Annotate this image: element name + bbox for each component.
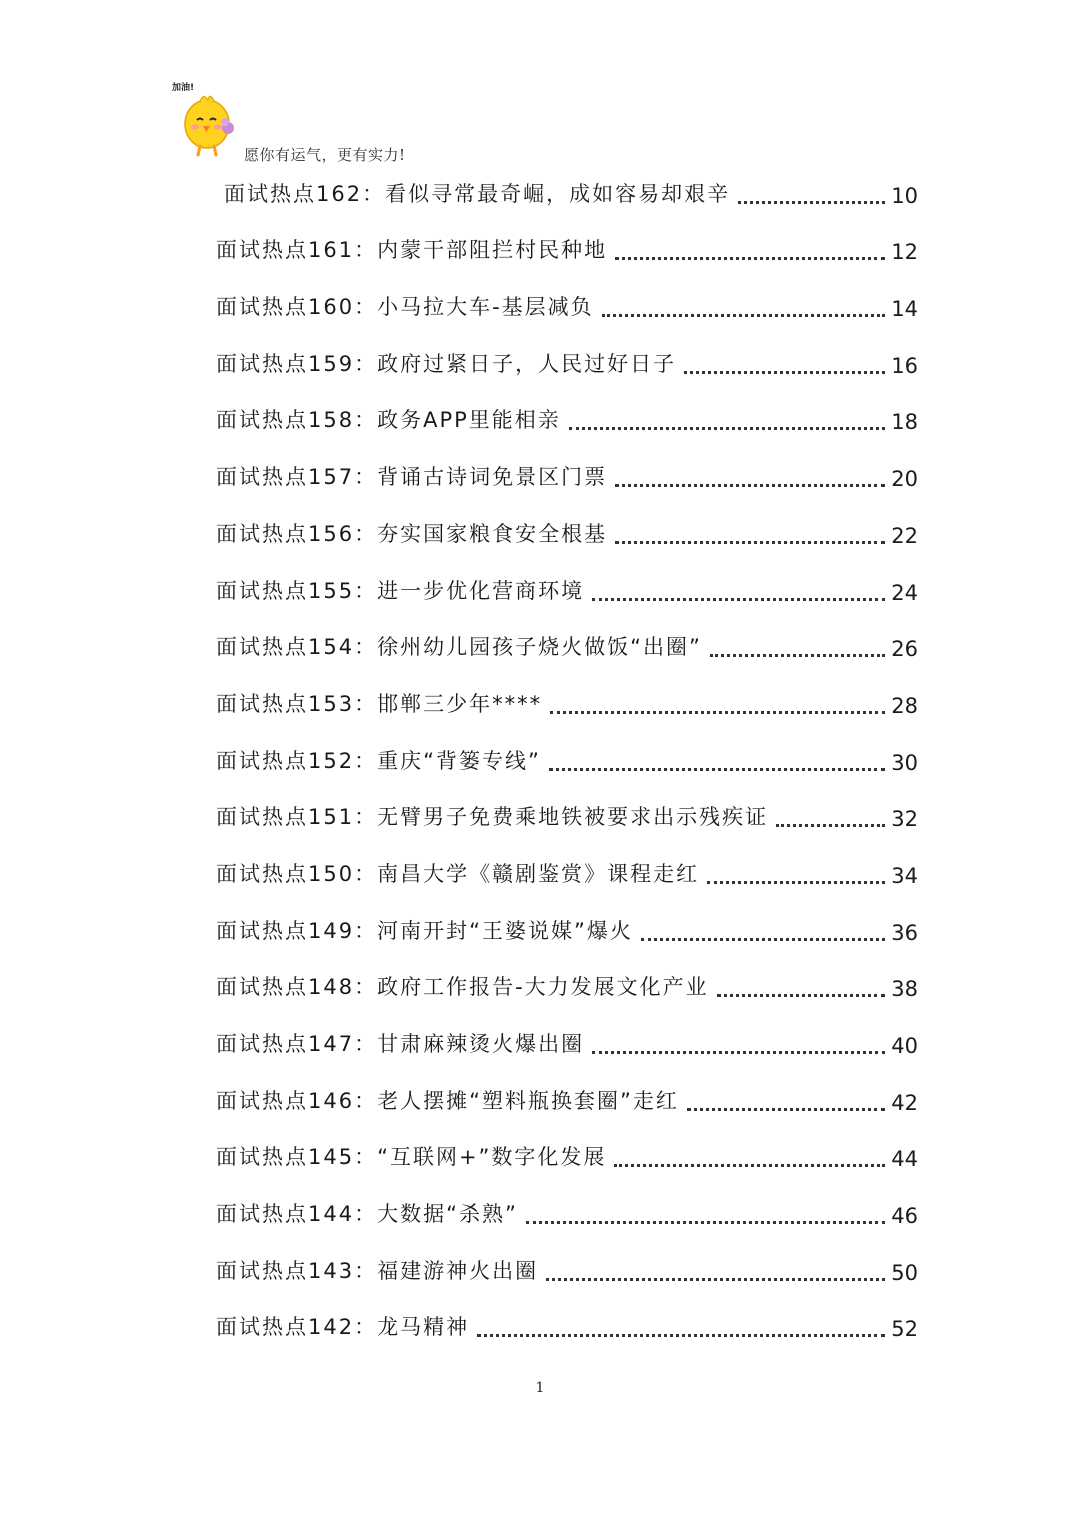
toc-entry[interactable] bbox=[216, 1129, 918, 1186]
toc-leader-dots bbox=[602, 313, 886, 317]
toc-entry[interactable] bbox=[216, 675, 918, 732]
toc-leader-dots bbox=[615, 483, 885, 487]
toc-entry-title: 面试热点148：政府工作报告-大力发展文化产业 bbox=[216, 975, 709, 1000]
toc-entry-title: 面试热点145：“互联网+”数字化发展 bbox=[216, 1145, 607, 1170]
toc-leader-dots bbox=[526, 1220, 885, 1224]
toc-leader-dots bbox=[592, 1050, 885, 1054]
toc-entry[interactable] bbox=[216, 959, 918, 1016]
toc-entry[interactable] bbox=[216, 789, 918, 846]
toc-entry[interactable] bbox=[216, 619, 918, 676]
toc-leader-dots bbox=[614, 1163, 885, 1167]
toc-entry[interactable] bbox=[216, 505, 918, 562]
toc-entry-title: 面试热点146：老人摆摊“塑料瓶换套圈”走红 bbox=[216, 1088, 679, 1113]
toc-entry-page: 10 bbox=[891, 183, 918, 208]
toc-entry[interactable] bbox=[216, 732, 918, 789]
toc-entry[interactable] bbox=[216, 1299, 918, 1356]
toc-entry-page: 30 bbox=[891, 750, 918, 775]
toc-leader-dots bbox=[717, 993, 886, 997]
toc-entry-title: 面试热点155：进一步优化营商环境 bbox=[216, 578, 585, 603]
toc-leader-dots bbox=[684, 370, 885, 374]
toc-leader-dots bbox=[738, 200, 885, 204]
toc-entry-page: 52 bbox=[891, 1317, 918, 1342]
toc-entry-title: 面试热点144：大数据“杀熟” bbox=[216, 1202, 518, 1227]
toc-leader-dots bbox=[546, 1277, 885, 1281]
toc-entry[interactable] bbox=[216, 1242, 918, 1299]
toc-entry-title: 面试热点143：福建游神火出圈 bbox=[216, 1258, 539, 1283]
toc-entry-page: 16 bbox=[891, 353, 918, 378]
toc-entry[interactable] bbox=[216, 845, 918, 902]
toc-leader-dots bbox=[477, 1333, 885, 1337]
toc-entry-page: 46 bbox=[891, 1204, 918, 1229]
toc-entry-title: 面试热点158：政务APP里能相亲 bbox=[216, 408, 561, 433]
toc-entry-title: 面试热点160：小马拉大车-基层减负 bbox=[216, 295, 594, 320]
toc-entry[interactable] bbox=[216, 562, 918, 619]
toc-entry-page: 36 bbox=[891, 920, 918, 945]
toc-entry[interactable] bbox=[216, 1185, 918, 1242]
toc-entry-page: 28 bbox=[891, 693, 918, 718]
toc-entry-title: 面试热点162：看似寻常最奇崛，成如容易却艰辛 bbox=[224, 181, 731, 206]
toc-entry[interactable] bbox=[216, 1072, 918, 1129]
toc-entry-title: 面试热点157：背诵古诗词免景区门票 bbox=[216, 465, 608, 490]
page-header bbox=[170, 80, 470, 170]
toc-leader-dots bbox=[615, 540, 885, 544]
toc-entry[interactable] bbox=[216, 902, 918, 959]
toc-leader-dots bbox=[641, 937, 885, 941]
toc-entry[interactable] bbox=[216, 392, 918, 449]
toc-entry-page: 40 bbox=[891, 1034, 918, 1058]
toc-entry-page: 20 bbox=[891, 467, 918, 492]
header-motto: 愿你有运气，更有实力! bbox=[244, 146, 406, 164]
toc-entry-page: 44 bbox=[891, 1147, 918, 1172]
toc-entry-title: 面试热点149：河南开封“王婆说媒”爆火 bbox=[216, 918, 633, 943]
toc-entry-title: 面试热点159：政府过紧日子，人民过好日子 bbox=[216, 351, 677, 376]
toc-entry-page: 32 bbox=[891, 807, 918, 832]
toc-leader-dots bbox=[549, 767, 885, 771]
toc-entry-page: 18 bbox=[891, 410, 918, 435]
toc-entry[interactable] bbox=[216, 1015, 918, 1072]
toc-entry-page: 34 bbox=[891, 863, 918, 888]
page-number: 1 bbox=[535, 1380, 545, 1396]
toc-entry-title: 面试热点150：南昌大学《赣剧鉴赏》课程走红 bbox=[216, 861, 700, 886]
toc-entry-title: 面试热点151：无臂男子免费乘地铁被要求出示残疾证 bbox=[216, 805, 769, 830]
toc-entry-title: 面试热点156：夯实国家粮食安全根基 bbox=[216, 521, 608, 546]
toc-entry-title: 面试热点161：内蒙干部阻拦村民种地 bbox=[216, 238, 608, 263]
toc-entry[interactable] bbox=[216, 165, 918, 222]
toc-entry-page: 24 bbox=[891, 580, 918, 605]
toc-leader-dots bbox=[687, 1107, 885, 1111]
toc-leader-dots bbox=[569, 426, 885, 430]
toc-entry[interactable] bbox=[216, 222, 918, 279]
toc-entry-page: 42 bbox=[891, 1090, 918, 1115]
toc-entry[interactable] bbox=[216, 335, 918, 392]
toc-entry-title: 面试热点147：甘肃麻辣烫火爆出圈 bbox=[216, 1032, 585, 1056]
toc-entry[interactable] bbox=[216, 448, 918, 505]
toc-entry-page: 12 bbox=[891, 240, 918, 265]
toc-leader-dots bbox=[615, 256, 885, 260]
toc-entry-page: 50 bbox=[891, 1260, 918, 1285]
toc-entry-title: 面试热点152：重庆“背篓专线” bbox=[216, 748, 541, 773]
table-of-contents bbox=[216, 165, 918, 1355]
toc-leader-dots bbox=[550, 710, 885, 714]
toc-leader-dots bbox=[776, 823, 885, 827]
toc-entry-page: 38 bbox=[891, 977, 918, 1002]
toc-entry-title: 面试热点153：邯郸三少年**** bbox=[216, 691, 543, 716]
toc-entry-page: 26 bbox=[891, 637, 918, 662]
toc-entry-page: 14 bbox=[891, 297, 918, 322]
toc-entry-page: 22 bbox=[891, 523, 918, 548]
toc-leader-dots bbox=[710, 653, 885, 657]
mascot-caption: 加油! bbox=[172, 83, 195, 93]
toc-leader-dots bbox=[707, 880, 885, 884]
toc-entry-title: 面试热点142：龙马精神 bbox=[216, 1315, 470, 1340]
toc-entry[interactable] bbox=[216, 278, 918, 335]
toc-leader-dots bbox=[592, 597, 885, 601]
toc-entry-title: 面试热点154：徐州幼儿园孩子烧火做饭“出圈” bbox=[216, 635, 702, 660]
